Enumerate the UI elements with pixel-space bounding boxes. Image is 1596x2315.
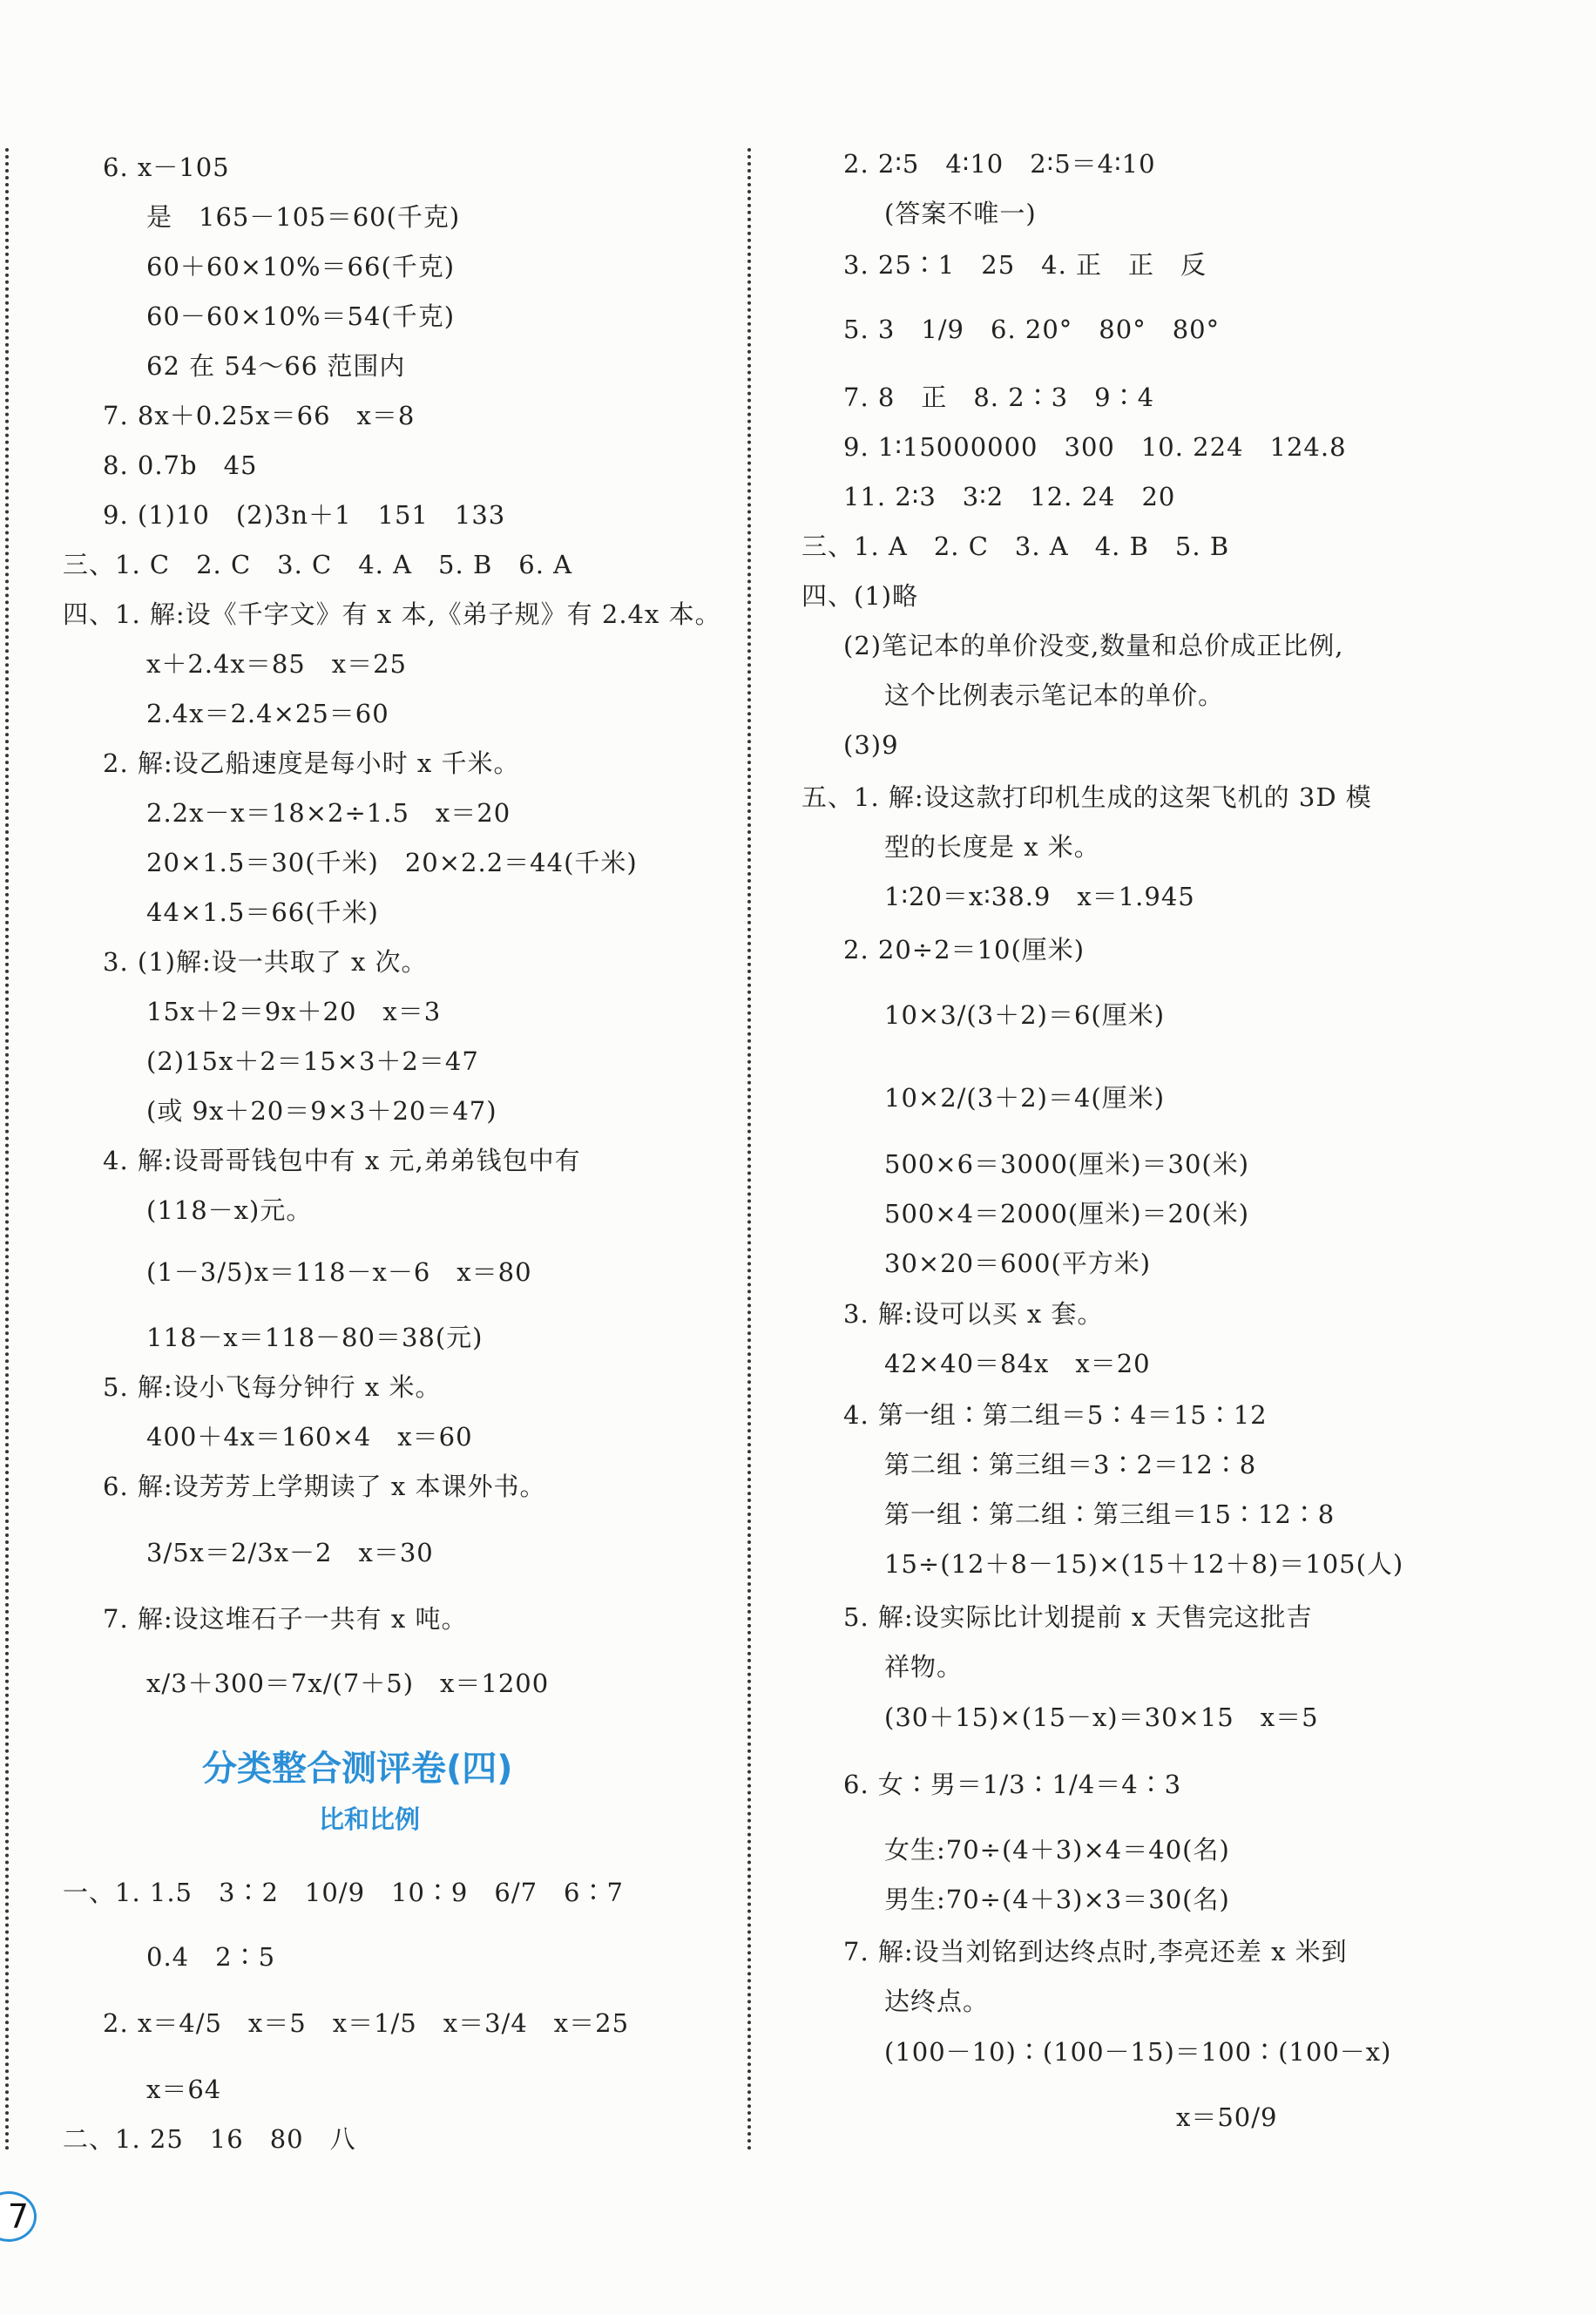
answer-line: 达终点。 [884, 1987, 990, 2016]
answer-line: 2.2x－x＝18×2÷1.5 x＝20 [146, 798, 511, 828]
column-divider-dots [747, 148, 751, 2152]
answer-line: 4. 解:设哥哥钱包中有 x 元,弟弟钱包中有 [103, 1146, 581, 1175]
answer-line: (3)9 [843, 730, 899, 760]
answer-line: 6. x－105 [103, 152, 230, 182]
answer-line: 11. 2∶3 3∶2 12. 24 20 [843, 482, 1176, 511]
answer-line: 3. 25∶1 25 4. 正 正 反 [843, 250, 1207, 280]
answer-line: 第一组∶第二组∶第三组＝15∶12∶8 [884, 1499, 1336, 1529]
answer-line: (30＋15)×(15－x)＝30×15 x＝5 [884, 1702, 1319, 1732]
answer-line: 118－x＝118－80＝38(元) [146, 1323, 484, 1352]
answer-line: 男生:70÷(4＋3)×3＝30(名) [884, 1885, 1230, 1914]
answer-line: 8. 0.7b 45 [103, 450, 258, 480]
section-title: 分类整合测评卷(四) [202, 1749, 513, 1789]
answer-line: 400＋4x＝160×4 x＝60 [146, 1422, 473, 1452]
answer-line: 5. 解:设小飞每分钟行 x 米。 [103, 1372, 442, 1402]
answer-line: (2)笔记本的单价没变,数量和总价成正比例, [843, 631, 1344, 660]
answer-line: x/3＋300＝7x/(7＋5) x＝1200 [146, 1669, 550, 1698]
answer-line: 62 在 54～66 范围内 [146, 351, 406, 381]
answer-line: 500×6＝3000(厘米)＝30(米) [884, 1149, 1250, 1179]
answer-line: 四、1. 解:设《千字文》有 x 本,《弟子规》有 2.4x 本。 [63, 599, 721, 629]
left-binding-dots [5, 148, 9, 2152]
answer-line: (或 9x＋20＝9×3＋20＝47) [146, 1096, 497, 1126]
page-number-badge: 7 [0, 2191, 37, 2242]
answer-line: 7. 解:设这堆石子一共有 x 吨。 [103, 1604, 468, 1634]
answer-line: x＝64 [146, 2075, 222, 2104]
answer-line: 10×3/(3＋2)＝6(厘米) [884, 1000, 1166, 1030]
answer-line: 3. (1)解:设一共取了 x 次。 [103, 947, 428, 977]
section-subtitle: 比和比例 [319, 1804, 421, 1834]
answer-line: 5. 3 1/9 6. 20° 80° 80° [843, 315, 1221, 344]
answer-line: 10×2/(3＋2)＝4(厘米) [884, 1083, 1166, 1113]
answer-line: 30×20＝600(平方米) [884, 1249, 1152, 1278]
answer-line: 2.4x＝2.4×25＝60 [146, 699, 389, 728]
answer-line: 7. 8 正 8. 2∶3 9∶4 [843, 382, 1155, 412]
answer-line: 3. 解:设可以买 x 套。 [843, 1299, 1104, 1329]
answer-line: 一、1. 1.5 3∶2 10/9 10∶9 6/7 6∶7 [63, 1878, 624, 1907]
answer-line: 第二组∶第三组＝3∶2＝12∶8 [884, 1450, 1257, 1479]
answer-line: 5. 解:设实际比计划提前 x 天售完这批吉 [843, 1602, 1313, 1632]
answer-line: 6. 女∶男＝1/3∶1/4＝4∶3 [843, 1770, 1182, 1799]
answer-line: 15x＋2＝9x＋20 x＝3 [146, 997, 442, 1026]
answer-line: 2. 20÷2＝10(厘米) [843, 935, 1085, 965]
answer-line: (118－x)元。 [146, 1195, 313, 1225]
answer-line: x＝50/9 [1176, 2102, 1278, 2132]
answer-line: 4. 第一组∶第二组＝5∶4＝15∶12 [843, 1400, 1268, 1430]
answer-line: 这个比例表示笔记本的单价。 [884, 680, 1225, 710]
answer-line: 是 165－105＝60(千克) [146, 202, 461, 232]
answer-line: 三、1. A 2. C 3. A 4. B 5. B [801, 531, 1230, 561]
answer-line: 60－60×10%＝54(千克) [146, 301, 456, 331]
answer-line: 女生:70÷(4＋3)×4＝40(名) [884, 1835, 1230, 1865]
answer-line: 五、1. 解:设这款打印机生成的这架飞机的 3D 模 [801, 782, 1372, 812]
answer-line: 四、(1)略 [801, 581, 919, 611]
answer-line: 0.4 2∶5 [146, 1942, 276, 1972]
answer-line: 2. 解:设乙船速度是每小时 x 千米。 [103, 748, 520, 778]
answer-line: (2)15x＋2＝15×3＋2＝47 [146, 1046, 479, 1076]
answer-line: 2. x＝4/5 x＝5 x＝1/5 x＝3/4 x＝25 [103, 2008, 630, 2038]
answer-line: 15÷(12＋8－15)×(15＋12＋8)＝105(人) [884, 1549, 1404, 1579]
answer-line: 7. 8x＋0.25x＝66 x＝8 [103, 401, 416, 430]
answer-line: 2. 2∶5 4∶10 2∶5＝4∶10 [843, 149, 1156, 179]
answer-line: 500×4＝2000(厘米)＝20(米) [884, 1199, 1250, 1229]
answer-line: (答案不唯一) [884, 199, 1037, 228]
answer-line: 44×1.5＝66(千米) [146, 897, 379, 927]
answer-line: x＋2.4x＝85 x＝25 [146, 649, 407, 679]
answer-line: 60＋60×10%＝66(千克) [146, 252, 456, 281]
answer-line: 6. 解:设芳芳上学期读了 x 本课外书。 [103, 1472, 546, 1501]
answer-line: (100－10)∶(100－15)＝100∶(100－x) [884, 2037, 1392, 2067]
answer-line: 祥物。 [884, 1652, 964, 1682]
answer-line: 20×1.5＝30(千米) 20×2.2＝44(千米) [146, 848, 638, 877]
answer-line: 42×40＝84x x＝20 [884, 1349, 1151, 1378]
answer-line: 三、1. C 2. C 3. C 4. A 5. B 6. A [63, 550, 573, 579]
answer-line: 9. (1)10 (2)3n＋1 151 133 [103, 500, 506, 530]
answer-line: 型的长度是 x 米。 [884, 832, 1100, 862]
answer-line: 3/5x＝2/3x－2 x＝30 [146, 1538, 434, 1567]
answer-line: 9. 1∶15000000 300 10. 224 124.8 [843, 432, 1347, 462]
answer-line: (1－3/5)x＝118－x－6 x＝80 [146, 1257, 532, 1287]
answer-line: 1∶20＝x∶38.9 x＝1.945 [884, 882, 1195, 911]
answer-line: 7. 解:设当刘铭到达终点时,李亮还差 x 米到 [843, 1937, 1348, 1966]
answer-line: 二、1. 25 16 80 八 [63, 2124, 356, 2154]
